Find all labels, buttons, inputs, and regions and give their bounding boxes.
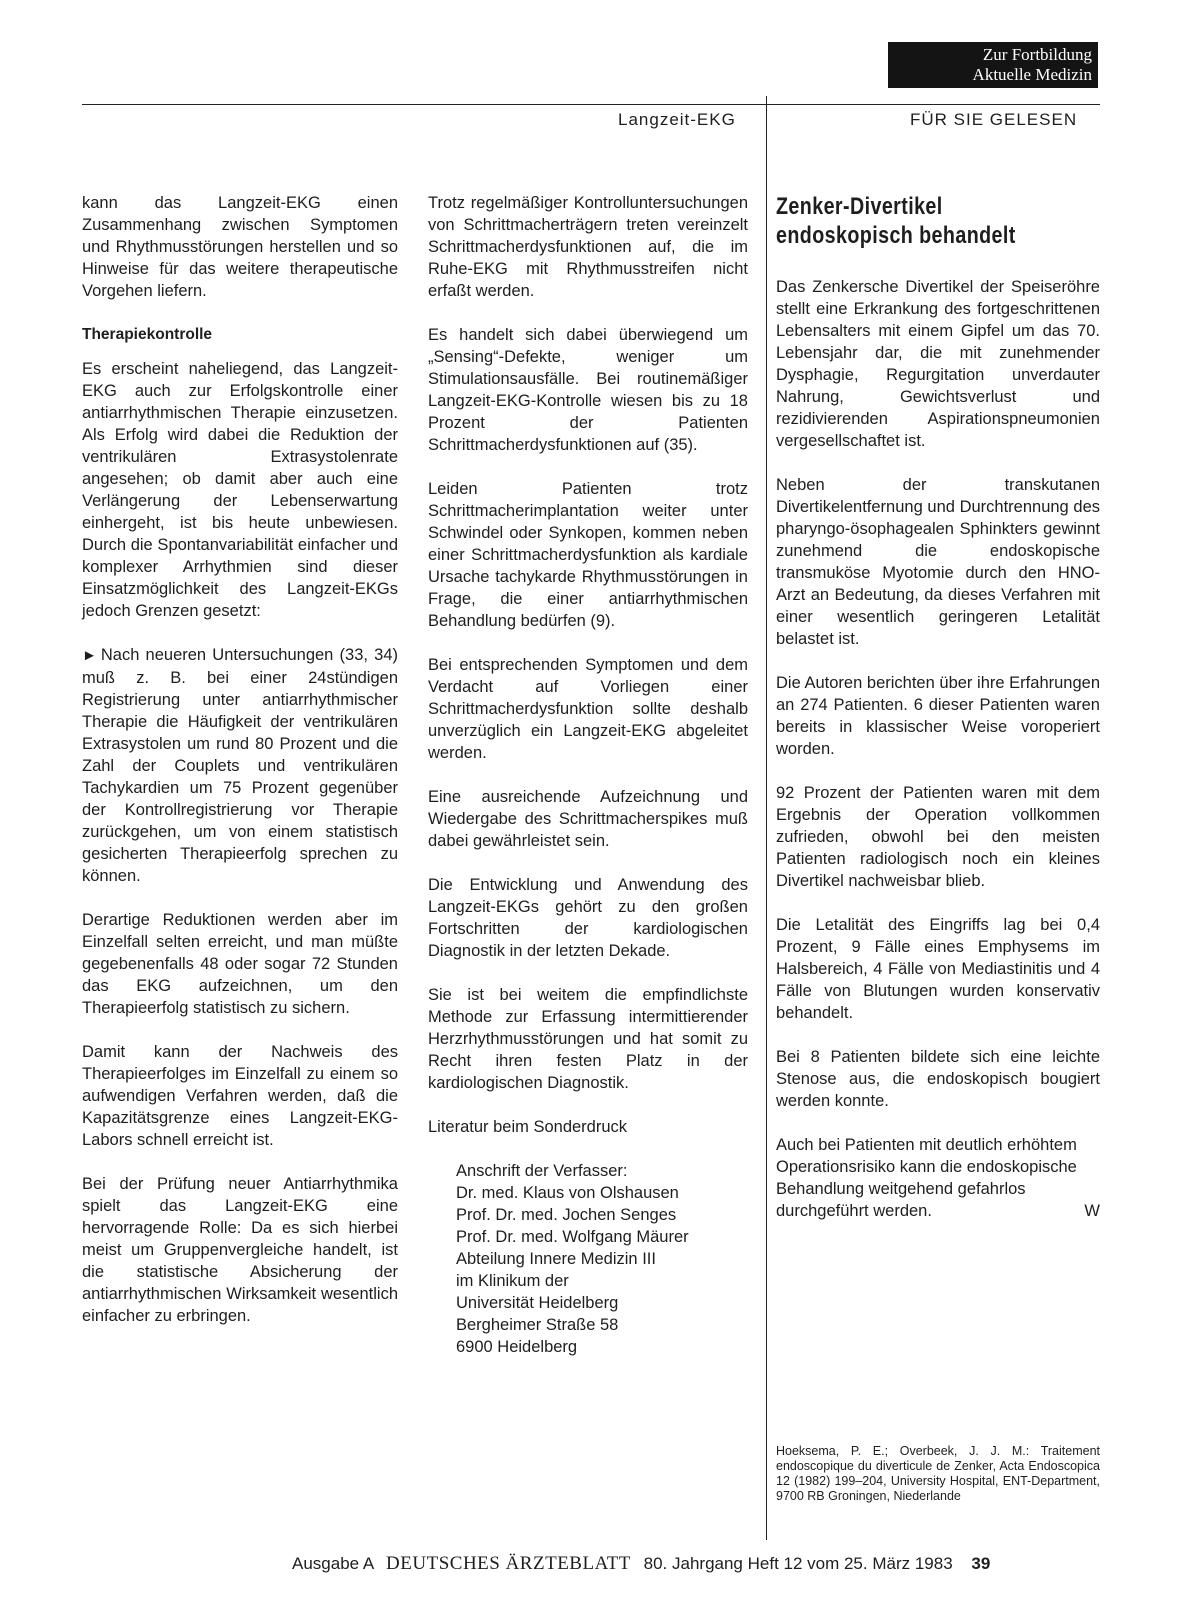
col1-paragraph-6: Bei der Prüfung neuer Antiarrhythmika spielt das Langzeit-EKG eine hervorragende Rolle: Da es sich hierbei meist um Gruppenvergleiche handelt, ist die statistische Absicherung der antiarrhythmischen Wirksamkeit wesentlich einfacher zu erbringen. xyxy=(82,1175,398,1325)
address-line: Dr. med. Klaus von Olshausen xyxy=(456,1184,679,1202)
col2-paragraph-2: Es handelt sich dabei überwiegend um „Sensing“-Defekte, weniger um Stimulationsausfälle. Bei routinemäßiger Langzeit-EKG-Kontrolle wiesen bis zu 18 Prozent der Patienten Schrittmacherdysfunktionen auf (35). xyxy=(428,326,748,454)
col3-paragraph-1: Das Zenkersche Divertikel der Speiseröhre stellt eine Erkrankung des fortgeschrittenen Lebensalters mit einem Gipfel um das 70. Lebensjahr dar, die mit zunehmender Dysphagie, Regurgitation unverdauter Nahrung, Gewichtsverlust und rezidivierenden Aspirationspneumonien vergesellschaftet ist. xyxy=(776,278,1100,450)
page-number: 39 xyxy=(971,1554,991,1573)
col2-literatur-note: Literatur beim Sonderdruck xyxy=(428,1118,628,1136)
col1-paragraph-5: Damit kann der Nachweis des Therapieerfolges im Einzelfall zu einem so aufwendigen Verfahren werden, daß die Kapazitätsgrenze eines Langzeit-EKG-Labors schnell erreicht ist. xyxy=(82,1043,398,1149)
article-title-line-2: endoskopisch behandelt xyxy=(776,222,1016,249)
col2-paragraph-1: Trotz regelmäßiger Kontrolluntersuchungen von Schrittmacherträgern treten vereinzelt Schrittmacherdysfunktionen auf, die im Ruhe-EKG mit Rhythmusstreifen nicht erfaßt werden. xyxy=(428,194,748,300)
address-line: Abteilung Innere Medizin III xyxy=(456,1250,656,1268)
col2-paragraph-5: Eine ausreichende Aufzeichnung und Wiedergabe des Schrittmacherspikes muß dabei gewährleistet sein. xyxy=(428,788,748,850)
col1-bullet-paragraph xyxy=(82,644,398,887)
col1-heading: Therapiekontrolle xyxy=(82,326,213,343)
col3-paragraph-5: Die Letalität des Eingriffs lag bei 0,4 Prozent, 9 Fälle eines Emphysems im Halsbereich, 4 Fälle von Mediastinitis und 4 Fälle von Blutungen wurden konservativ behandelt. xyxy=(776,916,1100,1022)
column-divider xyxy=(766,96,767,1540)
col2-paragraph-7: Sie ist bei weitem die empfindlichste Methode zur Erfassung intermittierender Herzrhythmusstörungen und hat somit zu Recht ihren festen Platz in der kardiologischen Diagnostik. xyxy=(428,986,748,1092)
col1-paragraph-1: kann das Langzeit-EKG einen Zusammenhang zwischen Symptomen und Rhythmusstörungen herstellen und so Hinweise für das weitere therapeutische Vorgehen liefern. xyxy=(82,194,398,300)
header-rule-right xyxy=(768,104,1100,105)
col3-paragraph-7: Auch bei Patienten mit deutlich erhöhtem Operationsrisiko kann die endoskopische Behandlung weitgehend gefahrlos durchgeführt werden. xyxy=(776,1136,1077,1220)
col2-paragraph-4: Bei entsprechenden Symptomen und dem Verdacht auf Vorliegen einer Schrittmacherdysfunktion sollte deshalb unverzüglich ein Langzeit-EKG abgeleitet werden. xyxy=(428,656,748,762)
section-badge xyxy=(888,42,1098,88)
col3-paragraph-7-wrap xyxy=(776,1134,1100,1222)
address-line: Universität Heidelberg xyxy=(456,1294,619,1312)
running-header-left: Langzeit-EKG xyxy=(618,110,736,129)
reference-citation: Hoeksema, P. E.; Overbeek, J. J. M.: Traitement endoscopique du diverticule de Zenker, Acta Endoscopica 12 (1982) 199–204, University Hospital, ENT-Department, 9700 RB Groningen, Niederlande xyxy=(776,1444,1100,1503)
column-1 xyxy=(82,192,398,1349)
footer-edition: Ausgabe A xyxy=(292,1554,374,1573)
address-line: 6900 Heidelberg xyxy=(456,1338,578,1356)
col3-paragraph-2: Neben der transkutanen Divertikelentfernung und Durchtrennung des pharyngo-ösophagealen Sphinkters gewinnt zunehmend die endoskopische transmuköse Myotomie durch den HNO-Arzt an Bedeutung, da dieses Verfahren mit einer wesentlich geringeren Letalität belastet ist. xyxy=(776,476,1100,648)
author-address xyxy=(456,1160,748,1358)
col1-paragraph-3: Nach neueren Untersuchungen (33, 34) muß z. B. bei einer 24stündigen Registrierung unter antiarrhythmischer Therapie die Häufigkeit der ventrikulären Extrasystolen um rund 80 Prozent und die Zahl der Couplets und ventrikulären Tachykardien um 75 Prozent gegenüber der Kontrollregistrierung vor Therapie zurückgehen, um von einem statistisch gesicherten Therapieerfolg sprechen zu können. xyxy=(82,646,398,885)
address-line: Bergheimer Straße 58 xyxy=(456,1316,619,1334)
running-header-right: FÜR SIE GELESEN xyxy=(910,110,1078,129)
badge-line-1: Zur Fortbildung xyxy=(982,45,1092,64)
article-title xyxy=(776,192,1042,250)
col3-paragraph-3: Die Autoren berichten über ihre Erfahrungen an 274 Patienten. 6 dieser Patienten waren bereits in klassischer Weise voroperiert worden. xyxy=(776,674,1100,758)
column-3 xyxy=(776,192,1100,1244)
badge-line-2: Aktuelle Medizin xyxy=(972,65,1092,84)
address-line: im Klinikum der xyxy=(456,1272,569,1290)
page-footer xyxy=(292,1553,990,1575)
address-line: Prof. Dr. med. Jochen Senges xyxy=(456,1206,677,1224)
col1-paragraph-4: Derartige Reduktionen werden aber im Einzelfall selten erreicht, und man müßte gegebenenfalls 48 oder sogar 72 Stunden das EKG aufzeichnen, um den Therapieerfolg statistisch zu sichern. xyxy=(82,911,398,1017)
article-title-line-1: Zenker-Divertikel xyxy=(776,193,943,220)
author-signature: W xyxy=(1084,1202,1100,1220)
footer-issue: 80. Jahrgang Heft 12 vom 25. März 1983 xyxy=(643,1554,953,1573)
address-line: Prof. Dr. med. Wolfgang Mäurer xyxy=(456,1228,689,1246)
col3-paragraph-4: 92 Prozent der Patienten waren mit dem Ergebnis der Operation vollkommen zufrieden, obwohl bei den meisten Patienten radiologisch noch ein kleines Divertikel nachweisbar blieb. xyxy=(776,784,1100,890)
col2-paragraph-3: Leiden Patienten trotz Schrittmacherimplantation weiter unter Schwindel oder Synkopen, kommen neben einer Schrittmacherdysfunktion als kardiale Ursache tachykarde Rhythmusstörungen in Frage, die einer antiarrhythmischen Behandlung bedürfen (9). xyxy=(428,480,748,630)
col1-paragraph-2: Es erscheint naheliegend, das Langzeit-EKG auch zur Erfolgskontrolle einer antiarrhythmischen Therapie einzusetzen. Als Erfolg wird dabei die Reduktion der ventrikulären Extrasystolenrate angesehen; ob damit aber auch eine Verlängerung der Lebenserwartung einhergeht, ist bis heute unbewiesen. Durch die Spontanvariabilität einfacher und komplexer Arrhythmien sind dieser Einsatzmöglichkeit des Langzeit-EKGs jedoch Grenzen gesetzt: xyxy=(82,360,398,620)
column-2 xyxy=(428,192,748,1358)
header-rule-left xyxy=(82,104,768,105)
bullet-arrow-icon: ► xyxy=(82,647,97,664)
address-line: Anschrift der Verfasser: xyxy=(456,1162,628,1180)
col3-paragraph-6: Bei 8 Patienten bildete sich eine leichte Stenose aus, die endoskopisch bougiert werden konnte. xyxy=(776,1048,1100,1110)
col2-paragraph-6: Die Entwicklung und Anwendung des Langzeit-EKGs gehört zu den großen Fortschritten der kardiologischen Diagnostik in der letzten Dekade. xyxy=(428,876,748,960)
footer-magazine: DEUTSCHES ÄRZTEBLATT xyxy=(386,1553,631,1574)
